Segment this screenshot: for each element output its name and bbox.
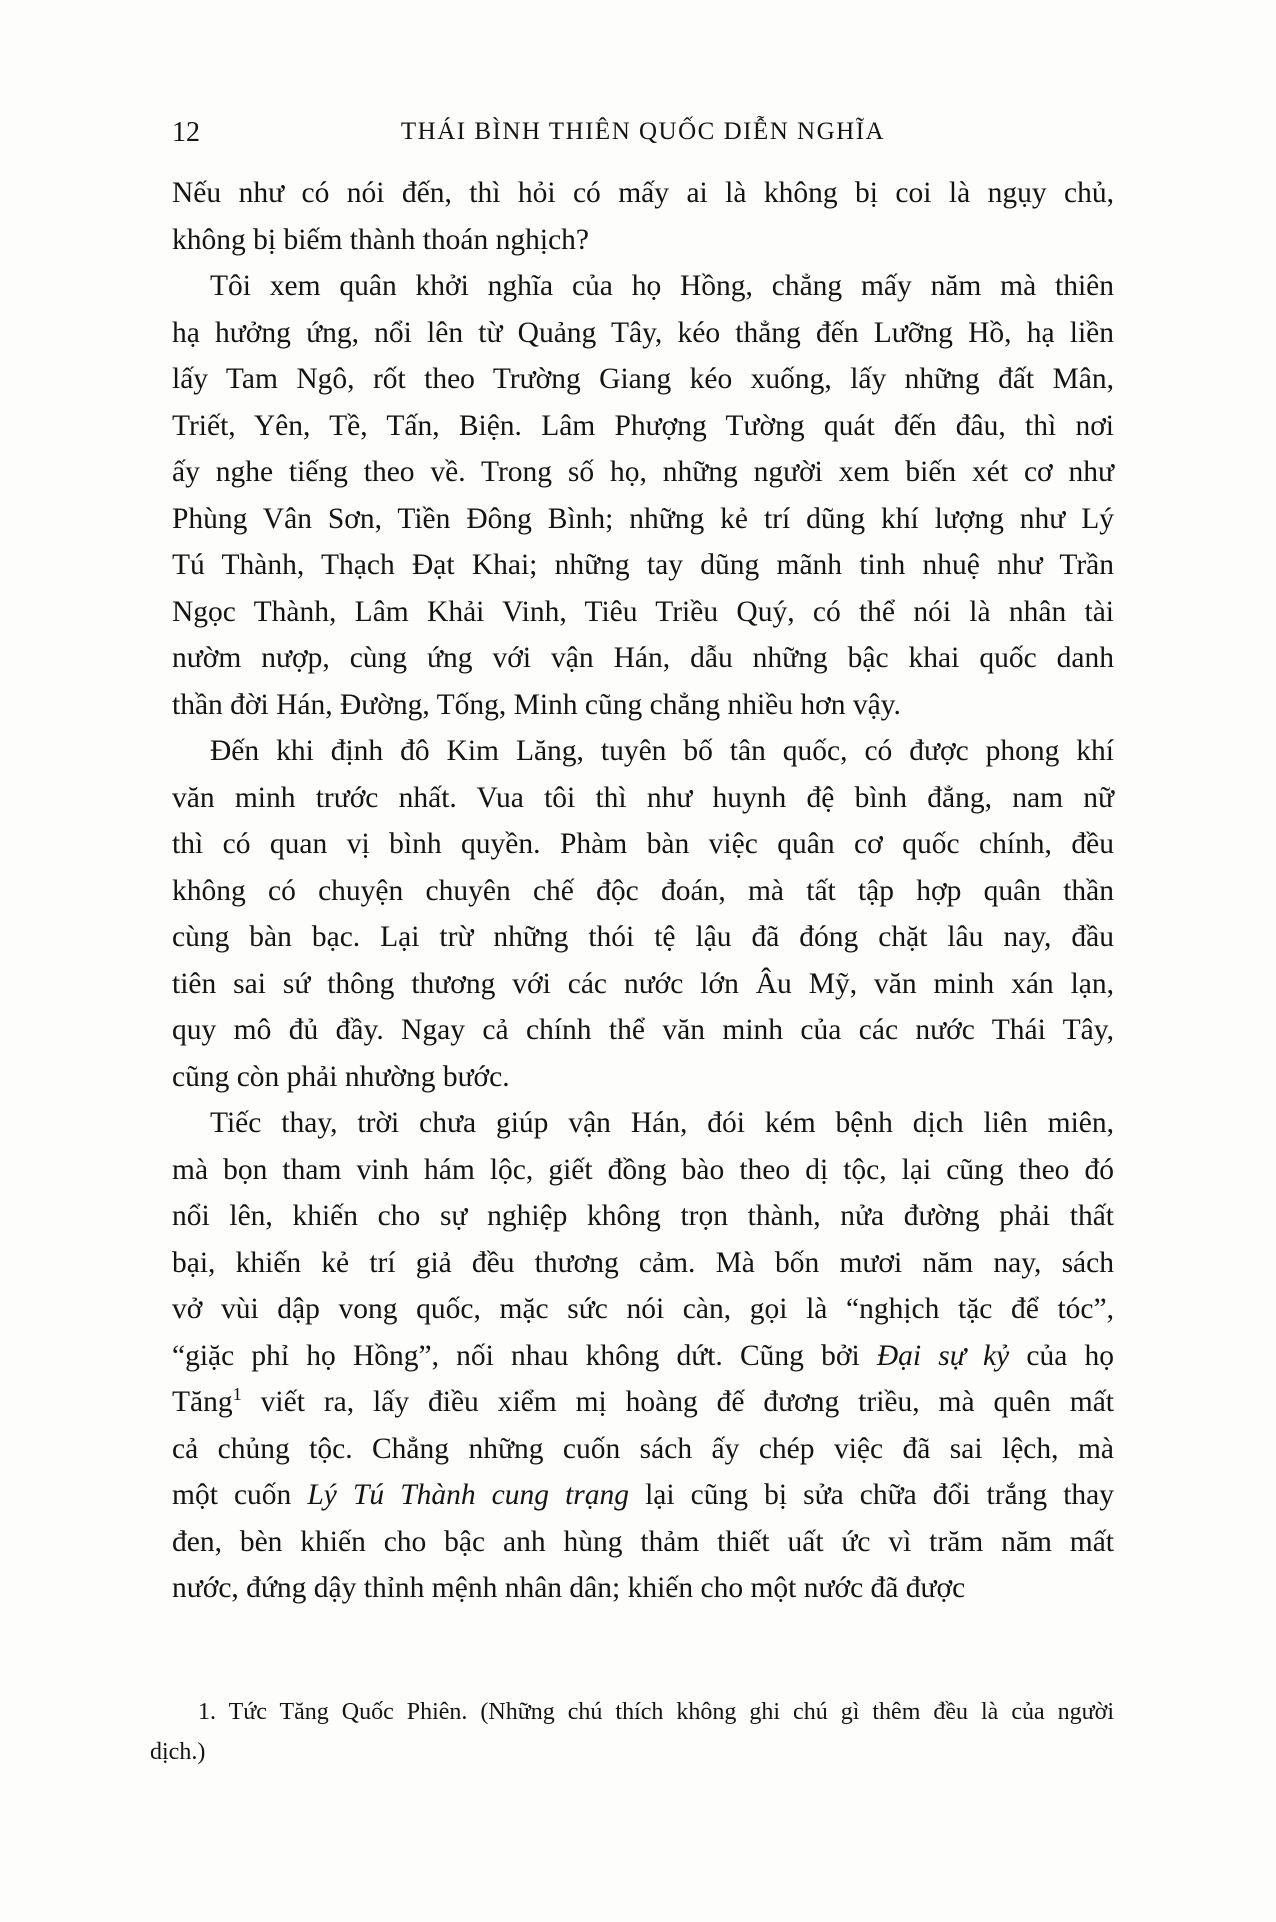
- running-title: THÁI BÌNH THIÊN QUỐC DIỄN NGHĨA: [400, 118, 886, 145]
- text-line: thần đời Hán, Đường, Tống, Minh cũng chẳng nhiều hơn vậy.: [172, 688, 901, 721]
- paragraph: [172, 728, 1114, 1100]
- text-line: Tôi xem quân khởi nghĩa của họ Hồng, chẳng mấy năm mà thiên: [210, 270, 1114, 302]
- text-line: thì có quan vị bình quyền. Phàm bàn việc quân cơ quốc chính, đều: [172, 828, 1114, 860]
- text-line: hạ hưởng ứng, nổi lên từ Quảng Tây, kéo thẳng đến Lưỡng Hồ, hạ liền: [172, 316, 1114, 349]
- body-text: [172, 170, 1114, 1612]
- footnote: [150, 1692, 1114, 1772]
- text-line: lấy Tam Ngô, rốt theo Trường Giang kéo xuống, lấy những đất Mân,: [172, 363, 1114, 395]
- text-line: nước, đứng dậy thỉnh mệnh nhân dân; khiến cho một nước đã được: [172, 1572, 966, 1604]
- text-line: văn minh trước nhất. Vua tôi thì như huynh đệ bình đẳng, nam nữ: [172, 781, 1114, 814]
- page-header: [172, 116, 1114, 150]
- text-line: nườm nượp, cùng ứng với vận Hán, dẫu những bậc khai quốc danh: [172, 642, 1114, 674]
- text-line: tiên sai sứ thông thương với các nước lớn Âu Mỹ, văn minh xán lạn,: [172, 967, 1114, 1000]
- text-line: Tú Thành, Thạch Đạt Khai; những tay dũng mãnh tinh nhuệ như Trần: [172, 549, 1114, 581]
- text-line: “giặc phỉ họ Hồng”, nối nhau không dứt. Cũng bởi Đại sự kỷ của họ: [172, 1339, 1114, 1372]
- page-number: 12: [172, 117, 200, 148]
- text-line: một cuốn Lý Tú Thành cung trạng lại cũng bị sửa chữa đổi trắng thay: [172, 1479, 1114, 1511]
- text-line: Tăng$^1$ viết ra, lấy điều xiểm mị hoàng đế đương triều, mà quên mất: [172, 1384, 1114, 1418]
- text-line: dịch.): [150, 1739, 206, 1765]
- text-line: cùng bàn bạc. Lại trừ những thói tệ lậu đã đóng chặt lâu nay, đầu: [172, 921, 1114, 953]
- text-line: không có chuyện chuyên chế độc đoán, mà tất tập hợp quân thần: [172, 874, 1114, 907]
- paragraph: [172, 263, 1114, 728]
- text-line: đen, bèn khiến cho bậc anh hùng thảm thiết uất ức vì trăm năm mất: [172, 1525, 1114, 1558]
- text-line: Nếu như có nói đến, thì hỏi có mấy ai là không bị coi là ngụy chủ,: [172, 177, 1114, 209]
- text-line: Phùng Vân Sơn, Tiền Đông Bình; những kẻ trí dũng khí lượng như Lý: [172, 502, 1114, 535]
- text-line: Ngọc Thành, Lâm Khải Vinh, Tiêu Triều Quý, có thể nói là nhân tài: [172, 595, 1114, 628]
- text-line: quy mô đủ đầy. Ngay cả chính thể văn minh của các nước Thái Tây,: [172, 1014, 1114, 1046]
- paragraph: [172, 170, 1114, 263]
- text-line: Đến khi định đô Kim Lăng, tuyên bố tân quốc, có được phong khí: [210, 735, 1114, 767]
- text-line: cũng còn phải nhường bước.: [172, 1060, 510, 1093]
- text-line: Triết, Yên, Tề, Tấn, Biện. Lâm Phượng Tường quát đến đâu, thì nơi: [172, 409, 1114, 442]
- text-line: bại, khiến kẻ trí giả đều thương cảm. Mà bốn mươi năm nay, sách: [172, 1246, 1114, 1279]
- text-line: Tiếc thay, trời chưa giúp vận Hán, đói kém bệnh dịch liên miên,: [210, 1107, 1114, 1139]
- paragraph: [172, 1100, 1114, 1612]
- text-line: vở vùi dập vong quốc, mặc sức nói càn, gọi là “nghịch tặc để tóc”,: [172, 1293, 1114, 1325]
- text-line: không bị biếm thành thoán nghịch?: [172, 223, 590, 256]
- text-line: nổi lên, khiến cho sự nghiệp không trọn thành, nửa đường phải thất: [172, 1200, 1114, 1232]
- text-line: mà bọn tham vinh hám lộc, giết đồng bào theo dị tộc, lại cũng theo đó: [172, 1153, 1114, 1186]
- text-line: cả chủng tộc. Chẳng những cuốn sách ấy chép việc đã sai lệch, mà: [172, 1432, 1114, 1465]
- text-line: 1. Tức Tăng Quốc Phiên. (Những chú thích không ghi chú gì thêm đều là của người: [198, 1699, 1114, 1725]
- text-line: ấy nghe tiếng theo về. Trong số họ, những người xem biến xét cơ như: [172, 456, 1114, 488]
